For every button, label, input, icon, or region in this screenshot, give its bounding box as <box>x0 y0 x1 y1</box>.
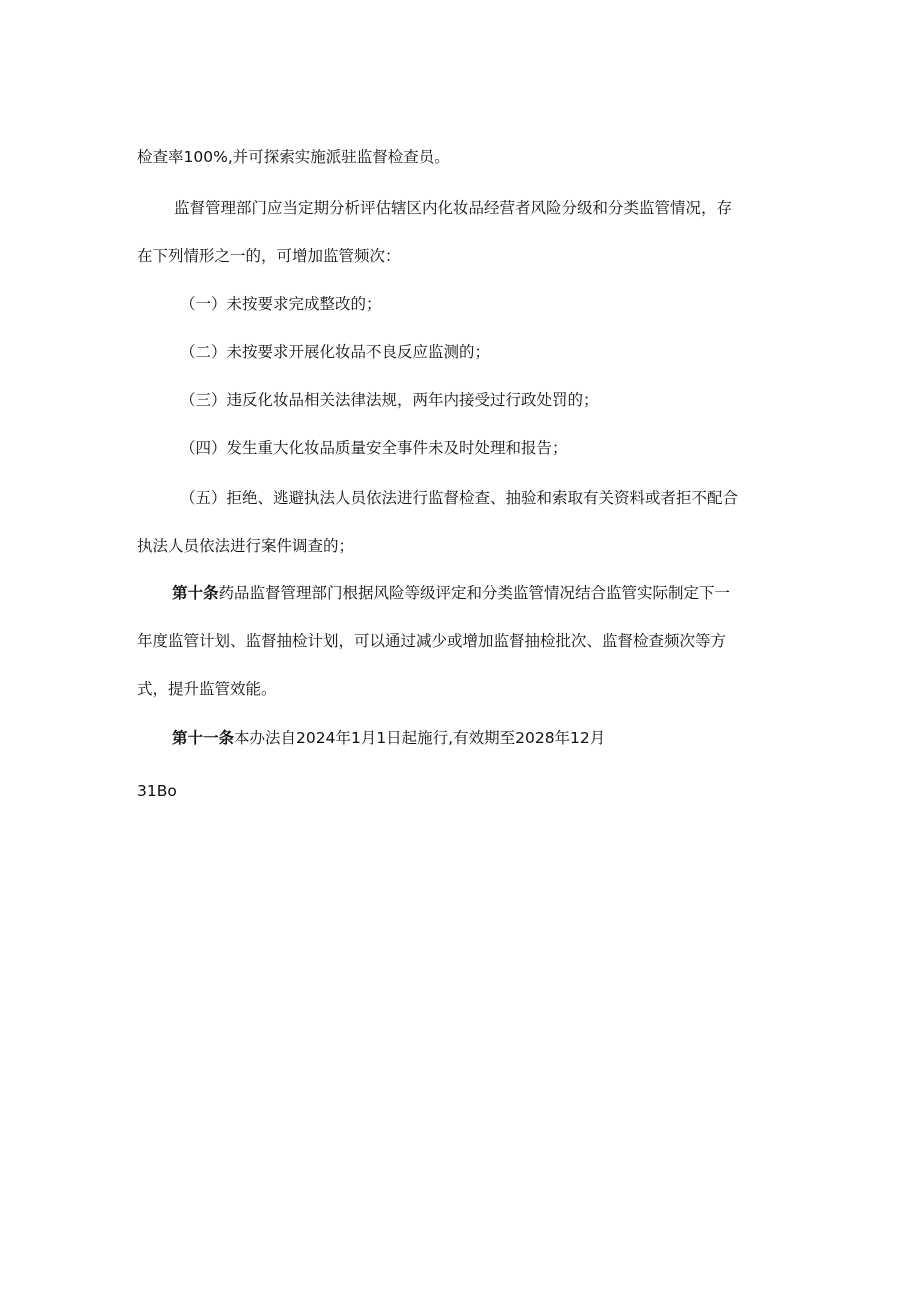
list-item-1: （一）未按要求完成整改的； <box>180 295 382 313</box>
article-11-line-2: 31Bo <box>137 782 177 800</box>
article-10-line-1 <box>172 582 730 604</box>
paragraph-line-1: 检查率100%,并可探索实施派驻监督检查员。 <box>137 148 450 166</box>
list-item-5-continued: 执法人员依法进行案件调查的； <box>137 537 355 555</box>
list-item-4: （四）发生重大化妆品质量安全事件未及时处理和报告； <box>180 439 568 457</box>
paragraph-line-3: 在下列情形之一的，可增加监管频次： <box>137 247 401 265</box>
article-10-line-2: 年度监管计划、监督抽检计划，可以通过减少或增加监督抽检批次、监督检查频次等方 <box>137 632 727 650</box>
list-item-5: （五）拒绝、逃避执法人员依法进行监督检查、抽验和索取有关资料或者拒不配合 <box>180 489 739 507</box>
article-11-label: 第十一条 <box>172 729 235 747</box>
paragraph-line-2: 监督管理部门应当定期分析评估辖区内化妆品经营者风险分级和分类监管情况，存 <box>174 199 733 217</box>
article-11-line-1 <box>172 727 605 749</box>
list-item-2: （二）未按要求开展化妆品不良反应监测的； <box>180 343 491 361</box>
article-10-line-3: 式，提升监管效能。 <box>137 680 277 698</box>
list-item-3: （三）违反化妆品相关法律法规，两年内接受过行政处罚的； <box>180 391 599 409</box>
article-11-text: 本办法自2024年1月1日起施行,有效期至2028年12月 <box>234 729 606 747</box>
article-10-text: 药品监督管理部门根据风险等级评定和分类监管情况结合监管实际制定下一 <box>218 584 731 602</box>
article-10-label: 第十条 <box>172 584 219 602</box>
